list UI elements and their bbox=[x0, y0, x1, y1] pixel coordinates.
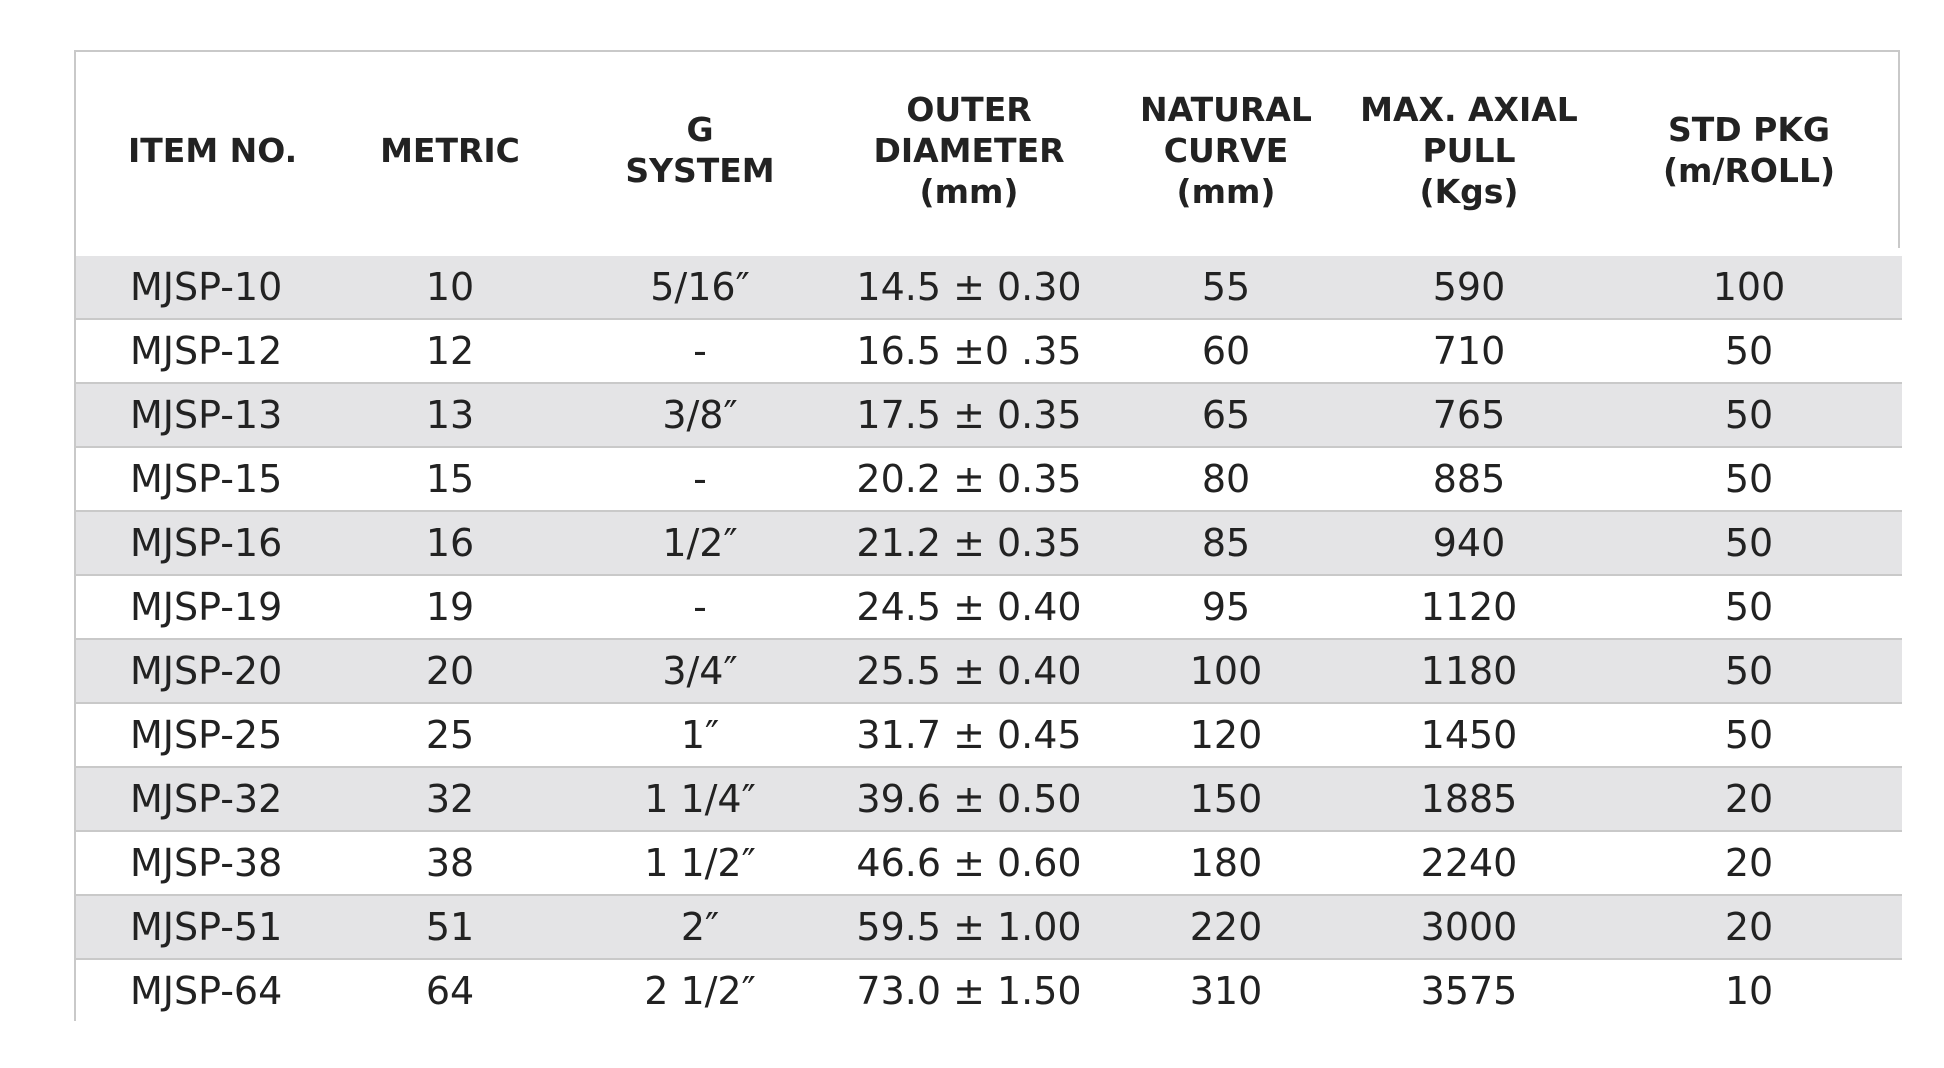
column-header-metric bbox=[328, 52, 572, 252]
column-header-item-no bbox=[76, 52, 328, 252]
cell-max-axial-pull: 1120 bbox=[1342, 575, 1596, 639]
cell-metric: 13 bbox=[328, 383, 572, 447]
table-row bbox=[76, 959, 1902, 1022]
column-header-line: CURVE bbox=[1163, 130, 1289, 170]
cell-std-pkg: 20 bbox=[1596, 831, 1902, 895]
cell-natural-curve: 65 bbox=[1110, 383, 1342, 447]
cell-outer-diameter: 39.6 ± 0.50 bbox=[828, 767, 1110, 831]
table-row bbox=[76, 575, 1902, 639]
cell-natural-curve: 310 bbox=[1110, 959, 1342, 1022]
cell-natural-curve: 60 bbox=[1110, 319, 1342, 383]
cell-outer-diameter: 20.2 ± 0.35 bbox=[828, 447, 1110, 511]
cell-metric: 51 bbox=[328, 895, 572, 959]
table-row bbox=[76, 252, 1902, 319]
table-row bbox=[76, 383, 1902, 447]
cell-item-no: MJSP-25 bbox=[76, 703, 328, 767]
cell-outer-diameter: 14.5 ± 0.30 bbox=[828, 252, 1110, 319]
column-header-line: G bbox=[686, 110, 714, 149]
table-row bbox=[76, 447, 1902, 511]
column-header-g-system bbox=[572, 52, 828, 252]
cell-metric: 12 bbox=[328, 319, 572, 383]
cell-outer-diameter: 73.0 ± 1.50 bbox=[828, 959, 1110, 1022]
cell-std-pkg: 10 bbox=[1596, 959, 1902, 1022]
spec-table-container bbox=[74, 50, 1900, 1021]
cell-item-no: MJSP-12 bbox=[76, 319, 328, 383]
cell-g-system: 3/4″ bbox=[572, 639, 828, 703]
cell-item-no: MJSP-19 bbox=[76, 575, 328, 639]
cell-std-pkg: 50 bbox=[1596, 447, 1902, 511]
cell-std-pkg: 20 bbox=[1596, 767, 1902, 831]
cell-max-axial-pull: 710 bbox=[1342, 319, 1596, 383]
column-header-line: ITEM NO. bbox=[128, 130, 298, 170]
spec-table bbox=[76, 52, 1902, 1022]
cell-std-pkg: 50 bbox=[1596, 639, 1902, 703]
column-header-line: (m/ROLL) bbox=[1662, 151, 1836, 190]
cell-max-axial-pull: 765 bbox=[1342, 383, 1596, 447]
cell-std-pkg: 50 bbox=[1596, 319, 1902, 383]
cell-max-axial-pull: 3575 bbox=[1342, 959, 1596, 1022]
column-header-line: OUTER bbox=[906, 89, 1032, 129]
cell-std-pkg: 50 bbox=[1596, 703, 1902, 767]
column-header-line: SYSTEM bbox=[625, 151, 775, 190]
table-header bbox=[76, 52, 1902, 252]
cell-max-axial-pull: 1885 bbox=[1342, 767, 1596, 831]
table-row bbox=[76, 319, 1902, 383]
cell-item-no: MJSP-32 bbox=[76, 767, 328, 831]
cell-natural-curve: 180 bbox=[1110, 831, 1342, 895]
cell-metric: 19 bbox=[328, 575, 572, 639]
cell-max-axial-pull: 590 bbox=[1342, 252, 1596, 319]
column-header-line: DIAMETER bbox=[873, 130, 1065, 170]
cell-item-no: MJSP-15 bbox=[76, 447, 328, 511]
column-header-line: (Kgs) bbox=[1419, 171, 1519, 211]
column-header-line: MAX. AXIAL bbox=[1360, 89, 1578, 129]
cell-metric: 32 bbox=[328, 767, 572, 831]
cell-max-axial-pull: 885 bbox=[1342, 447, 1596, 511]
cell-item-no: MJSP-16 bbox=[76, 511, 328, 575]
cell-outer-diameter: 59.5 ± 1.00 bbox=[828, 895, 1110, 959]
cell-metric: 25 bbox=[328, 703, 572, 767]
cell-metric: 15 bbox=[328, 447, 572, 511]
table-row bbox=[76, 703, 1902, 767]
column-header-max-axial-pull bbox=[1342, 52, 1596, 252]
cell-max-axial-pull: 940 bbox=[1342, 511, 1596, 575]
cell-g-system: 1 1/2″ bbox=[572, 831, 828, 895]
cell-item-no: MJSP-13 bbox=[76, 383, 328, 447]
cell-g-system: 1″ bbox=[572, 703, 828, 767]
column-header-line: (mm) bbox=[1176, 171, 1276, 211]
column-header-outer-diameter bbox=[828, 52, 1110, 252]
cell-g-system: 5/16″ bbox=[572, 252, 828, 319]
cell-metric: 38 bbox=[328, 831, 572, 895]
table-row bbox=[76, 767, 1902, 831]
cell-max-axial-pull: 1180 bbox=[1342, 639, 1596, 703]
cell-natural-curve: 120 bbox=[1110, 703, 1342, 767]
cell-natural-curve: 220 bbox=[1110, 895, 1342, 959]
cell-outer-diameter: 24.5 ± 0.40 bbox=[828, 575, 1110, 639]
cell-natural-curve: 80 bbox=[1110, 447, 1342, 511]
cell-item-no: MJSP-20 bbox=[76, 639, 328, 703]
header-row bbox=[76, 52, 1902, 252]
column-header-line: STD PKG bbox=[1667, 110, 1830, 149]
column-header-natural-curve bbox=[1110, 52, 1342, 252]
cell-g-system: - bbox=[572, 575, 828, 639]
cell-outer-diameter: 31.7 ± 0.45 bbox=[828, 703, 1110, 767]
column-header-line: METRIC bbox=[380, 130, 520, 170]
column-header-line: NATURAL bbox=[1140, 89, 1312, 129]
cell-outer-diameter: 21.2 ± 0.35 bbox=[828, 511, 1110, 575]
cell-std-pkg: 20 bbox=[1596, 895, 1902, 959]
cell-natural-curve: 150 bbox=[1110, 767, 1342, 831]
cell-g-system: 1 1/4″ bbox=[572, 767, 828, 831]
cell-metric: 64 bbox=[328, 959, 572, 1022]
cell-std-pkg: 50 bbox=[1596, 511, 1902, 575]
cell-outer-diameter: 17.5 ± 0.35 bbox=[828, 383, 1110, 447]
cell-item-no: MJSP-51 bbox=[76, 895, 328, 959]
cell-item-no: MJSP-38 bbox=[76, 831, 328, 895]
cell-metric: 16 bbox=[328, 511, 572, 575]
cell-natural-curve: 100 bbox=[1110, 639, 1342, 703]
cell-max-axial-pull: 3000 bbox=[1342, 895, 1596, 959]
cell-std-pkg: 100 bbox=[1596, 252, 1902, 319]
column-header-std-pkg bbox=[1596, 52, 1902, 252]
cell-g-system: 2″ bbox=[572, 895, 828, 959]
cell-outer-diameter: 25.5 ± 0.40 bbox=[828, 639, 1110, 703]
cell-g-system: 3/8″ bbox=[572, 383, 828, 447]
cell-g-system: - bbox=[572, 319, 828, 383]
table-row bbox=[76, 639, 1902, 703]
table-row bbox=[76, 831, 1902, 895]
cell-std-pkg: 50 bbox=[1596, 383, 1902, 447]
cell-outer-diameter: 46.6 ± 0.60 bbox=[828, 831, 1110, 895]
cell-g-system: 1/2″ bbox=[572, 511, 828, 575]
column-header-line: PULL bbox=[1422, 130, 1516, 170]
cell-max-axial-pull: 1450 bbox=[1342, 703, 1596, 767]
cell-metric: 10 bbox=[328, 252, 572, 319]
cell-max-axial-pull: 2240 bbox=[1342, 831, 1596, 895]
cell-std-pkg: 50 bbox=[1596, 575, 1902, 639]
cell-natural-curve: 55 bbox=[1110, 252, 1342, 319]
column-header-line: (mm) bbox=[919, 171, 1019, 211]
cell-item-no: MJSP-64 bbox=[76, 959, 328, 1022]
cell-item-no: MJSP-10 bbox=[76, 252, 328, 319]
cell-g-system: - bbox=[572, 447, 828, 511]
table-row bbox=[76, 511, 1902, 575]
cell-natural-curve: 95 bbox=[1110, 575, 1342, 639]
table-body bbox=[76, 252, 1902, 1022]
cell-metric: 20 bbox=[328, 639, 572, 703]
cell-g-system: 2 1/2″ bbox=[572, 959, 828, 1022]
cell-natural-curve: 85 bbox=[1110, 511, 1342, 575]
table-row bbox=[76, 895, 1902, 959]
cell-outer-diameter: 16.5 ±0 .35 bbox=[828, 319, 1110, 383]
